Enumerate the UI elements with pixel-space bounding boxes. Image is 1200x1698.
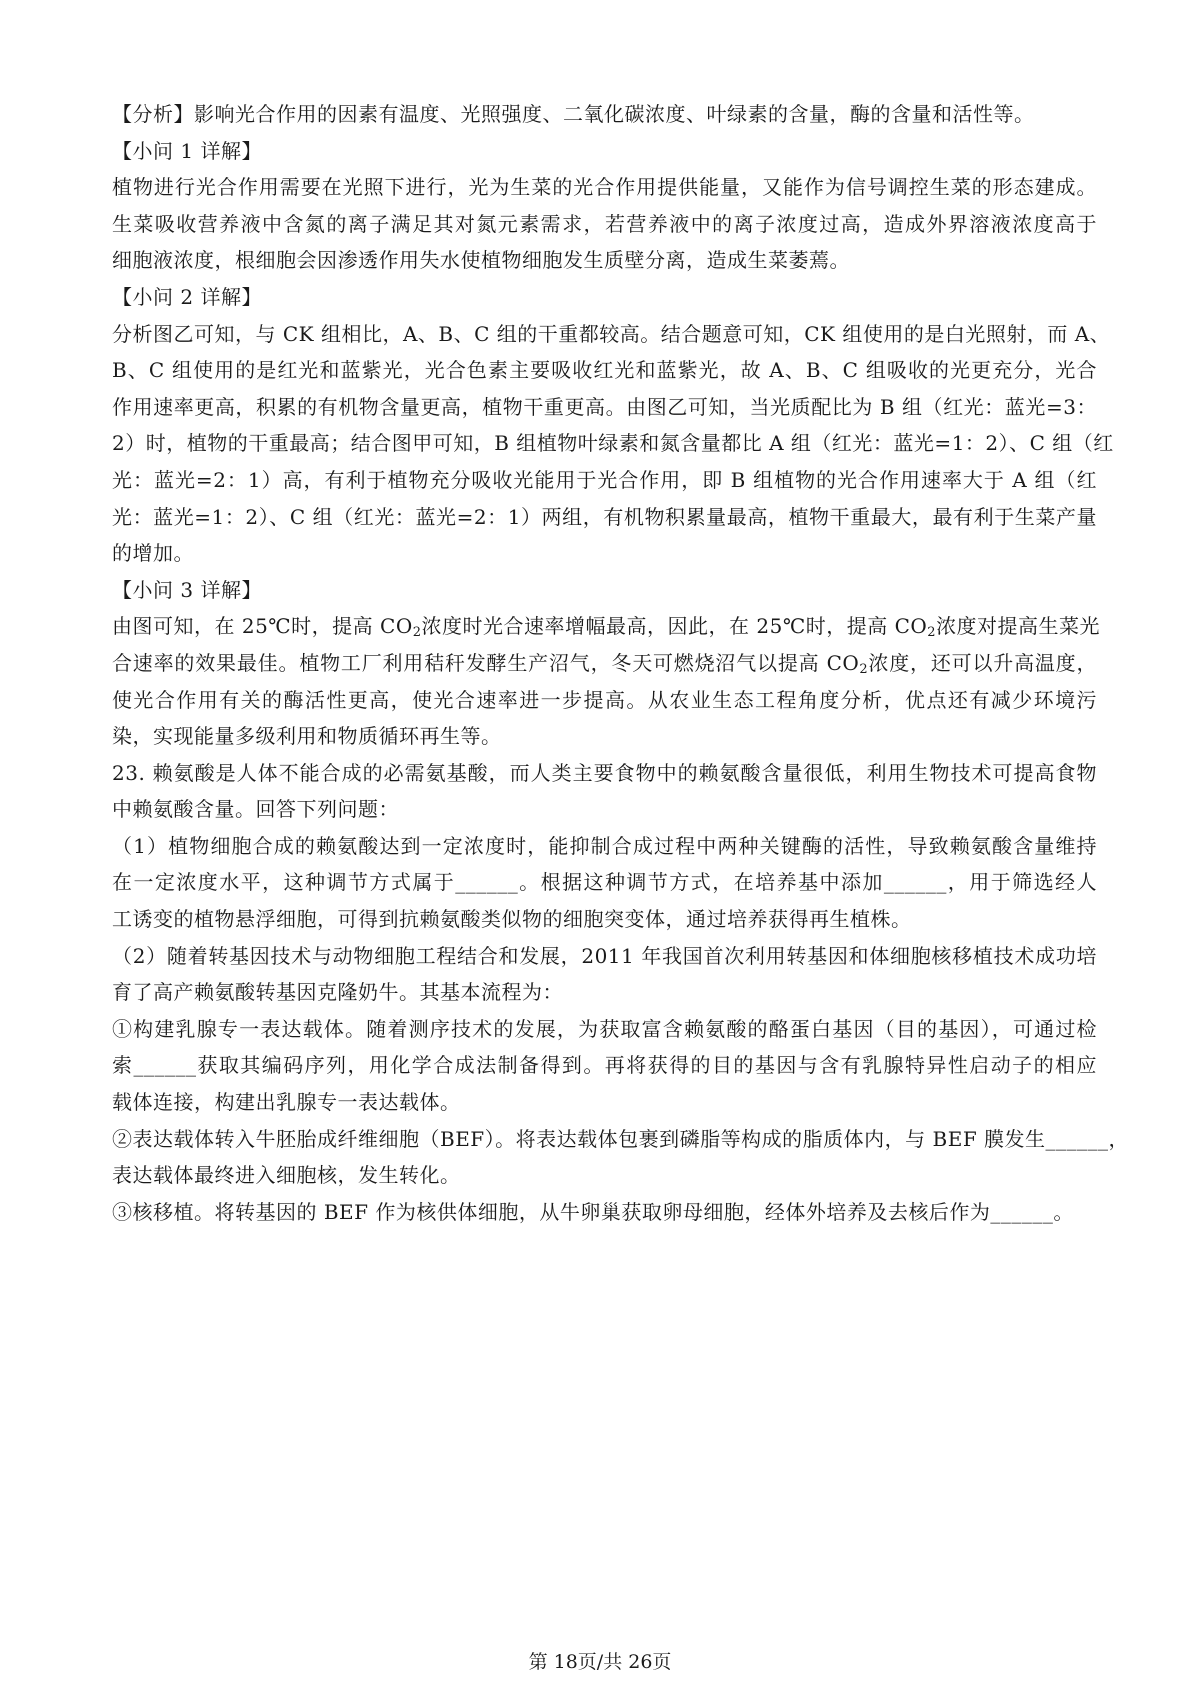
q3-line-1-part-c: 浓度对提高生菜光 bbox=[936, 614, 1101, 639]
q3-line-1 bbox=[112, 608, 1101, 645]
q23-line-12: 表达载体最终进入细胞核，发生转化。 bbox=[112, 1163, 461, 1188]
co2-subscript: 2 bbox=[927, 625, 937, 641]
q2-line-6: 光：蓝光=1：2）、C 组（红光：蓝光=2：1）两组，有机物积累量最高，植物干重最大，最有利于生菜产量 bbox=[112, 504, 1097, 529]
q23-line-9: 索______获取其编码序列，用化学合成法制备得到。再将获得的目的基因与含有乳腺特异性启动子的相应 bbox=[112, 1053, 1097, 1078]
q2-heading: 【小问 2 详解】 bbox=[112, 284, 262, 309]
q3-line-1-part-a: 由图可知，在 25℃时，提高 CO bbox=[112, 614, 413, 639]
q1-line-3: 细胞液浓度，根细胞会因渗透作用失水使植物细胞发生质壁分离，造成生菜萎蔫。 bbox=[112, 248, 850, 273]
q23-line-7: 育了高产赖氨酸转基因克隆奶牛。其基本流程为： bbox=[112, 980, 563, 1005]
q2-line-7: 的增加。 bbox=[112, 541, 194, 566]
q3-line-3: 使光合作用有关的酶活性更高，使光合速率进一步提高。从农业生态工程角度分析，优点还有减少环境污 bbox=[112, 687, 1097, 712]
q3-line-2-part-b: 浓度，还可以升高温度， bbox=[868, 650, 1097, 675]
q2-line-3: 作用速率更高，积累的有机物含量更高，植物干重更高。由图乙可知，当光质配比为 B 组（红光：蓝光=3： bbox=[112, 394, 1097, 419]
q3-line-1-part-b: 浓度时光合速率增幅最高，因此，在 25℃时，提高 CO bbox=[421, 614, 928, 639]
page-number-label: 第 18页/共 26页 bbox=[528, 1651, 672, 1673]
q2-line-2: B、C 组使用的是红光和蓝紫光，光合色素主要吸收红光和蓝紫光，故 A、B、C 组吸收的光更充分，光合 bbox=[112, 358, 1097, 383]
q23-line-8: ①构建乳腺专一表达载体。随着测序技术的发展，为获取富含赖氨酸的酪蛋白基因（目的基因），可通过检 bbox=[112, 1016, 1097, 1041]
co2-subscript: 2 bbox=[859, 661, 869, 677]
q23-line-4: 在一定浓度水平，这种调节方式属于______。根据这种调节方式，在培养基中添加______，用于筛选经人 bbox=[112, 870, 1097, 895]
q3-heading: 【小问 3 详解】 bbox=[112, 577, 262, 602]
q3-line-2 bbox=[112, 645, 1097, 682]
q2-line-5: 光：蓝光=2：1）高，有利于植物充分吸收光能用于光合作用，即 B 组植物的光合作用速率大于 A 组（红 bbox=[112, 467, 1097, 492]
q23-line-10: 载体连接，构建出乳腺专一表达载体。 bbox=[112, 1090, 461, 1115]
q23-line-5: 工诱变的植物悬浮细胞，可得到抗赖氨酸类似物的细胞突变体，通过培养获得再生植株。 bbox=[112, 907, 912, 932]
q23-line-6: （2）随着转基因技术与动物细胞工程结合和发展，2011 年我国首次利用转基因和体细胞核移植技术成功培 bbox=[112, 943, 1097, 968]
page-content bbox=[112, 96, 1130, 1230]
q23-line-2: 中赖氨酸含量。回答下列问题： bbox=[112, 797, 399, 822]
q3-line-4: 染，实现能量多级利用和物质循环再生等。 bbox=[112, 724, 502, 749]
q2-line-1: 分析图乙可知，与 CK 组相比，A、B、C 组的干重都较高。结合题意可知，CK 组使用的是白光照射，而 A、 bbox=[112, 321, 1111, 346]
q23-line-13: ③核移植。将转基因的 BEF 作为核供体细胞，从牛卵巢获取卵母细胞，经体外培养及去核后作为______。 bbox=[112, 1199, 1074, 1224]
q3-line-2-part-a: 合速率的效果最佳。植物工厂利用秸秆发酵生产沼气，冬天可燃烧沼气以提高 CO bbox=[112, 650, 860, 675]
page-footer bbox=[0, 1650, 1200, 1674]
q1-heading: 【小问 1 详解】 bbox=[112, 138, 262, 163]
q1-line-2: 生菜吸收营养液中含氮的离子满足其对氮元素需求，若营养液中的离子浓度过高，造成外界溶液浓度高于 bbox=[112, 211, 1097, 236]
analysis-paragraph: 【分析】影响光合作用的因素有温度、光照强度、二氧化碳浓度、叶绿素的含量，酶的含量和活性等。 bbox=[112, 102, 1035, 126]
q23-line-1: 23. 赖氨酸是人体不能合成的必需氨基酸，而人类主要食物中的赖氨酸含量很低，利用生物技术可提高食物 bbox=[112, 760, 1097, 785]
q2-line-4: 2）时，植物的干重最高；结合图甲可知，B 组植物叶绿素和氮含量都比 A 组（红光：蓝光=1：2）、C 组（红 bbox=[112, 431, 1114, 456]
q23-line-11: ②表达载体转入牛胚胎成纤维细胞（BEF）。将表达载体包裹到磷脂等构成的脂质体内，与 BEF 膜发生______， bbox=[112, 1126, 1130, 1151]
q23-line-3: （1）植物细胞合成的赖氨酸达到一定浓度时，能抑制合成过程中两种关键酶的活性，导致赖氨酸含量维持 bbox=[112, 833, 1097, 858]
q1-line-1: 植物进行光合作用需要在光照下进行，光为生菜的光合作用提供能量，又能作为信号调控生菜的形态建成。 bbox=[112, 175, 1097, 200]
co2-subscript: 2 bbox=[412, 625, 422, 641]
